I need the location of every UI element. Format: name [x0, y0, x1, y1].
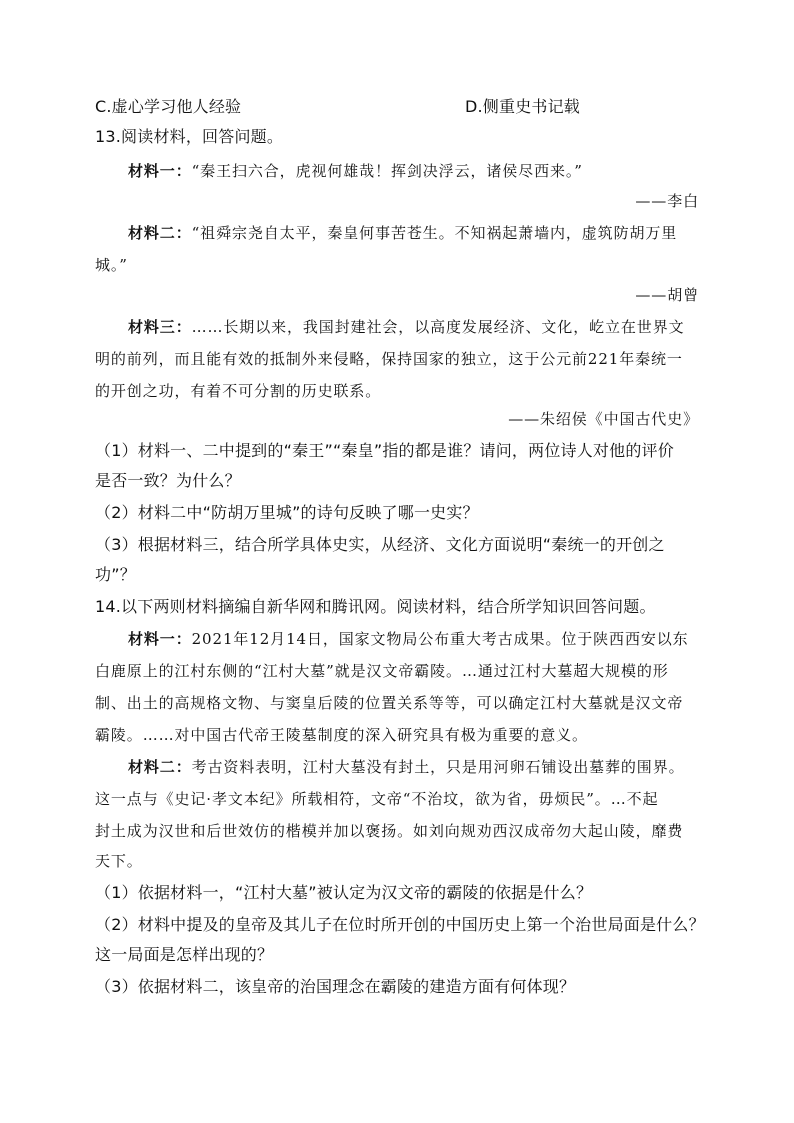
q13-material-3-source: ——朱绍侯《中国古代史》 [508, 410, 699, 428]
q13-material-3-text-2: 明的前列，而且能有效的抵制外来侵略，保持国家的独立，这于公元前221年秦统一 [95, 350, 683, 368]
answer-options-row [95, 96, 705, 118]
q13-subquestion-1b: 是否一致？为什么？ [95, 471, 241, 490]
q14-subquestion-1: （1）依据材料一，“江村大墓”被认定为汉文帝的霸陵的依据是什么？ [95, 883, 593, 902]
q13-material-1 [128, 160, 706, 182]
q13-material-3-text-1: ……长期以来，我国封建社会，以高度发展经济、文化，屹立在世界文 [191, 318, 685, 336]
q14-subquestion-2b: 这一局面是怎样出现的？ [95, 945, 274, 964]
q13-material-3-text-3: 的开创之功，有着不可分割的历史联系。 [95, 382, 382, 400]
q13-material-1-text: “秦王扫六合，虎视何雄哉！挥剑决浮云，诸侯尽西来。” [191, 162, 583, 180]
q14-material-2-label: 材料二： [128, 758, 192, 776]
q13-material-1-label: 材料一： [128, 162, 192, 180]
q13-material-2-text-1: “祖舜宗尧自太平，秦皇何事苦苍生。不知祸起萧墙内，虚筑防胡万里 [191, 224, 678, 242]
q13-material-2-source: ——胡曾 [635, 286, 699, 304]
q13-subquestion-1a: （1）材料一、二中提到的“秦王”“秦皇”指的都是谁？请问，两位诗人对他的评价 [95, 441, 674, 460]
q13-subquestion-2: （2）材料二中“防胡万里城”的诗句反映了哪一史实？ [95, 503, 479, 522]
q14-subquestion-2a: （2）材料中提及的皇帝及其儿子在位时所开创的中国历史上第一个治世局面是什么？ [95, 915, 705, 934]
q14-material-1-text-4: 霸陵。……对中国古代帝王陵墓制度的深入研究具有极为重要的意义。 [95, 726, 588, 744]
q14-material-1-text-2: 白鹿原上的江村东侧的“江村大墓”就是汉文帝霸陵。…通过江村大墓超大规模的形 [95, 662, 669, 680]
q14-material-2-text-2: 这一点与《史记·孝文本纪》所载相符，文帝“不治坟，欲为省，毋烦民”。…不起 [95, 790, 659, 808]
q14-subquestion-3: （3）依据材料二，该皇帝的治国理念在霸陵的建造方面有何体现？ [95, 977, 576, 996]
q14-material-1-text-1: 2021年12月14日，国家文物局公布重大考古成果。位于陕西西安以东 [191, 630, 689, 648]
q14-material-2-text-3: 封土成为汉世和后世效仿的楷模并加以褒扬。如刘向规劝西汉成帝勿大起山陵，靡费 [95, 822, 684, 840]
option-d: D.侧重史书记载 [465, 97, 581, 116]
q13-subquestion-3a: （3）根据材料三，结合所学具体史实，从经济、文化方面说明“秦统一的开创之 [95, 535, 665, 554]
option-c: C.虚心学习他人经验 [95, 97, 242, 116]
q14-material-1-label: 材料一： [128, 630, 192, 648]
q13-material-2 [128, 222, 706, 244]
q13-material-2-label: 材料二： [128, 224, 192, 242]
q14-material-2 [128, 756, 706, 778]
q13-material-2-text-2: 城。” [95, 256, 128, 274]
q13-material-3-label: 材料三： [128, 318, 192, 336]
q14-material-2-text-1: 考古资料表明，江村大墓没有封土，只是用河卵石铺设出墓葬的围界。 [191, 758, 685, 776]
q14-material-1-text-3: 制、出土的高规格文物、与窦皇后陵的位置关系等等，可以确定江村大墓就是汉文帝 [95, 694, 684, 712]
q14-material-1 [128, 628, 706, 650]
q14-stem: 14.以下两则材料摘编自新华网和腾讯网。阅读材料，结合所学知识回答问题。 [95, 597, 656, 616]
q13-material-3 [128, 316, 706, 338]
q13-stem: 13.阅读材料，回答问题。 [95, 127, 284, 146]
q13-material-1-source: ——李白 [635, 192, 699, 210]
q14-material-2-text-4: 天下。 [95, 852, 143, 870]
q13-subquestion-3b: 功”？ [95, 565, 136, 584]
